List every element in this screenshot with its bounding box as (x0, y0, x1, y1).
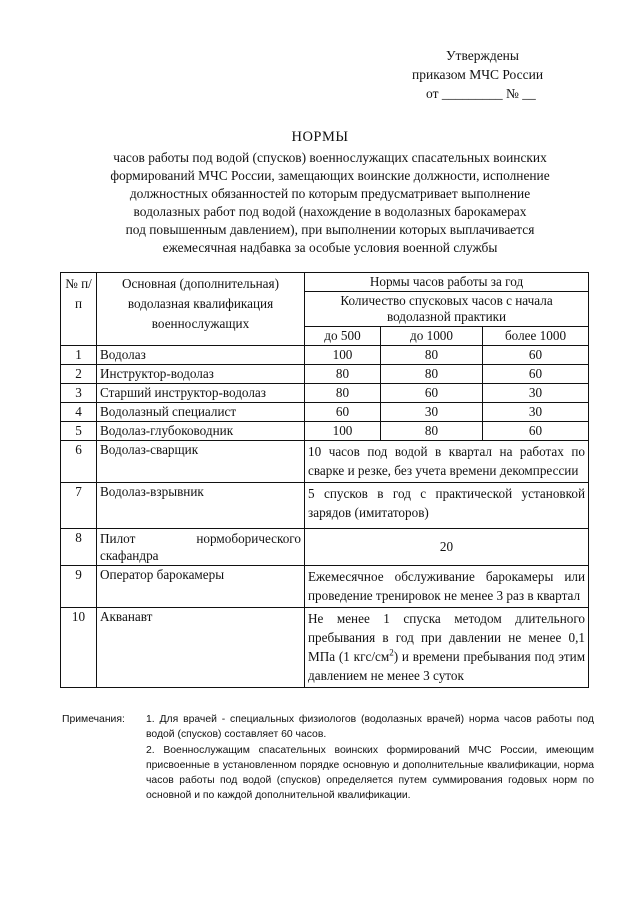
row-number: 5 (61, 422, 97, 441)
row-value: 80 (305, 384, 381, 403)
row-value: 60 (483, 365, 589, 384)
row-value: 80 (305, 365, 381, 384)
superscript-two: 2 (389, 647, 394, 658)
row-value: 80 (381, 422, 483, 441)
header-practice-col: до 1000 (381, 327, 483, 346)
approval-line-date-number: от _________ № __ (426, 86, 536, 101)
row-value: 80 (381, 346, 483, 365)
row-value: 30 (483, 403, 589, 422)
row-qualification: Водолаз-сварщик (97, 441, 305, 483)
row-value: 30 (483, 384, 589, 403)
row-qualification: Акванавт (97, 608, 305, 688)
norms-table (60, 272, 589, 688)
aquanaut-text-part: ) и времени пребывания под этим давлением не менее 3 суток (308, 649, 586, 683)
document-title: НОРМЫ (291, 129, 349, 145)
table-row (61, 608, 589, 688)
approval-line-approved: Утверждены (446, 48, 519, 63)
subtitle-line: формирований МЧС России, замещающих воинские должности, исполнение (110, 168, 550, 183)
table-row (61, 346, 589, 365)
row-value: 30 (381, 403, 483, 422)
header-practice-col: до 500 (305, 327, 381, 346)
note-item: 1. Для врачей - специальных физиологов (водолазных врачей) норма часов работы под водой (спусков) составляет 60 часов. (146, 714, 594, 740)
row-number: 7 (61, 483, 97, 529)
row-number: 2 (61, 365, 97, 384)
table-header-row (61, 273, 589, 292)
row-value: 80 (381, 365, 483, 384)
table-row (61, 422, 589, 441)
row-number: 6 (61, 441, 97, 483)
row-norm-text: 5 спусков в год с практической установкой зарядов (имитаторов) (305, 483, 589, 529)
row-value: 100 (305, 422, 381, 441)
row-value: 60 (305, 403, 381, 422)
document-subtitle (70, 149, 590, 257)
notes-section (62, 712, 594, 803)
table-row (61, 566, 589, 608)
header-practice-hours: Количество спусковых часов с начала водолазной практики (305, 292, 589, 327)
subtitle-line: под повышенным давлением), при выполнении которых выплачивается (125, 222, 535, 237)
table-row (61, 483, 589, 529)
table-row (61, 529, 589, 566)
row-number: 10 (61, 608, 97, 688)
row-number: 9 (61, 566, 97, 608)
row-number: 4 (61, 403, 97, 422)
note-item: 2. Военнослужащим спасательных воинских формирований МЧС России, имеющим присвоенные в установленном порядке основную и дополнительные квалификации, норма часов работы под водой (спусков) определяется путем суммирования годовых норм по основной и по каждой дополнительной квалификации. (146, 745, 594, 801)
row-value: 60 (483, 346, 589, 365)
row-qualification: Инструктор-водолаз (97, 365, 305, 384)
table-row (61, 384, 589, 403)
table-row (61, 365, 589, 384)
row-qualification: Оператор барокамеры (97, 566, 305, 608)
row-value: 60 (483, 422, 589, 441)
row-qualification: Водолаз (97, 346, 305, 365)
row-norm-text: 20 (305, 529, 589, 566)
row-qualification: Старший инструктор-водолаз (97, 384, 305, 403)
row-value: 60 (381, 384, 483, 403)
row-qualification: Водолаз-взрывник (97, 483, 305, 529)
table-row (61, 403, 589, 422)
header-practice-col: более 1000 (483, 327, 589, 346)
row-qualification: Водолазный специалист (97, 403, 305, 422)
row-value: 100 (305, 346, 381, 365)
table-row (61, 441, 589, 483)
header-norms: Нормы часов работы за год (305, 273, 589, 292)
aquanaut-text-part: Не менее 1 спуска методом длительного пребывания в год при давлении не менее 0,1 МПа (1 кгс/см (308, 611, 586, 664)
header-qualification: Основная (дополнительная) водолазная квалификация военнослужащих (97, 273, 305, 346)
row-qualification: Пилот нормоборического скафандра (97, 529, 305, 566)
row-number: 8 (61, 529, 97, 566)
row-qualification: Водолаз-глубоководник (97, 422, 305, 441)
header-number: № п/п (61, 273, 97, 346)
notes-label: Примечания: (62, 714, 125, 725)
row-norm-text (305, 608, 589, 688)
row-number: 3 (61, 384, 97, 403)
approval-block (412, 46, 612, 103)
approval-line-order: приказом МЧС России (412, 67, 544, 82)
subtitle-line: часов работы под водой (спусков) военнослужащих спасательных воинских (113, 150, 547, 165)
subtitle-line: ежемесячная надбавка за особые условия военной службы (162, 240, 498, 255)
subtitle-line: водолазных работ под водой (нахождение в водолазных барокамерах (133, 204, 527, 219)
row-norm-text: Ежемесячное обслуживание барокамеры или проведение тренировок не менее 3 раз в квартал (305, 566, 589, 608)
row-norm-text: 10 часов под водой в квартал на работах по сварке и резке, без учета времени декомпрессии (305, 441, 589, 483)
row-number: 1 (61, 346, 97, 365)
subtitle-line: должностных обязанностей по которым предусматривает выполнение (129, 186, 531, 201)
